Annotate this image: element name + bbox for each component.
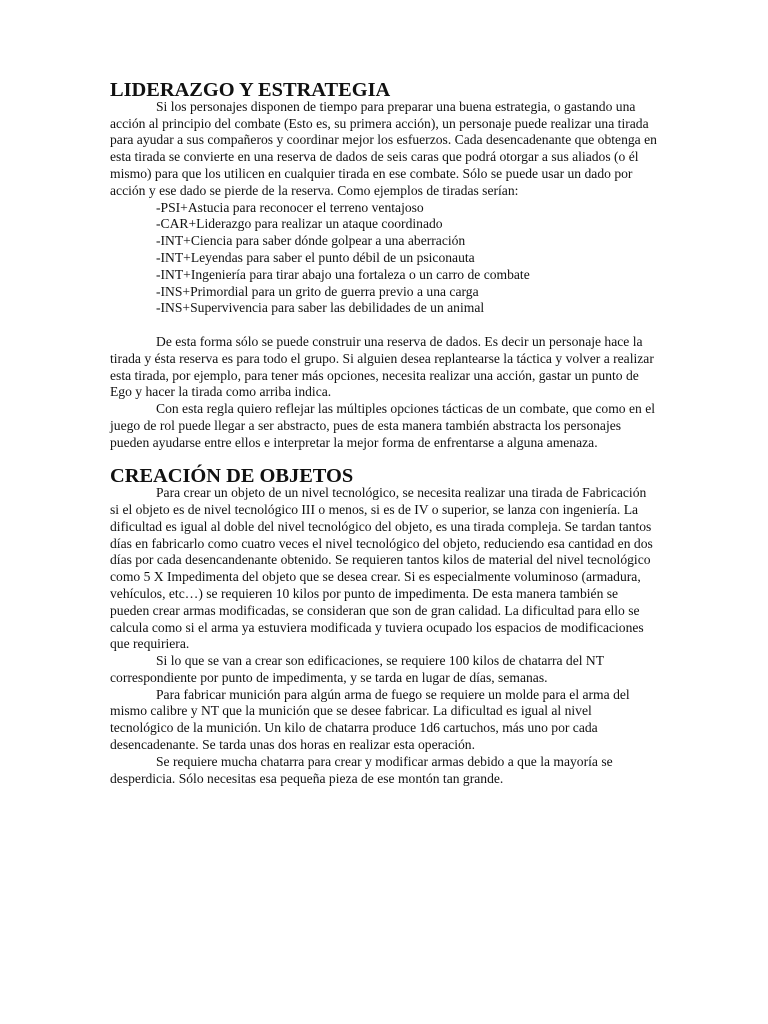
paragraph: Si los personajes disponen de tiempo para preparar una buena estrategia, o gastando una acción al principio del combate (Esto es, su primera acción), un personaje puede realizar una tirada para ayudar a sus compañeros y coordinar mejor los esfuerzos. Cada desencadenante que obtenga en esta tirada se convierte en una reserva de dados de seis caras que podrá otorgar a sus aliados (o él mismo) para que los utilicen en cualquier tirada en ese combate. Sólo se puede usar un dado por acción y ese dado se pierde de la reserva. Como ejemplos de tiradas serían: — [110, 98, 657, 198]
paragraph: De esta forma sólo se puede construir una reserva de dados. Es decir un personaje hace la tirada y ésta reserva es para todo el grupo. Si alguien desea replantearse la táctica y volver a realizar esta tirada, por ejemplo, para tener más opciones, necesita realizar una acción, gastar un punto de Ego y hacer la tirada como arriba indica. — [110, 333, 654, 400]
document-page — [110, 79, 658, 787]
paragraph: Se requiere mucha chatarra para crear y modificar armas debido a que la mayoría se desperdicia. Sólo necesitas esa pequeña pieza de ese montón tan grande. — [110, 753, 613, 786]
paragraph: Con esta regla quiero reflejar las múltiples opciones tácticas de un combate, que como en el juego de rol puede llegar a ser abstracto, pues de esta manera también abstracta los personajes pueden ayudarse entre ellos e interpretar la mejor forma de enfrentarse a alguna amenaza. — [110, 401, 656, 450]
list-item: -INS+Supervivencia para saber las debilidades de un animal — [156, 300, 485, 316]
paragraph: Para crear un objeto de un nivel tecnológico, se necesita realizar una tirada de Fabricación si el objeto es de nivel tecnológico III o menos, si es de IV o superior, se lanza con ingeniería. La dificultad es igual al doble del nivel tecnológico del objeto, es una tirada compleja. Se tardan tantos días en fabricarlo como cuatro veces el nivel tecnológico del objeto, reduciendo esa cantidad en dos días por cada desencandenante obtenido. Se requieren tantos kilos de material del nivel tecnológico como 5 X Impedimenta del objeto que se desea crear. Si es especialmente voluminoso (armadura, vehículos, etc…) se requieren 10 kilos por punto de impedimenta. De esta manera también se pueden crear armas modificadas, se consideran que son de gran calidad. La dificultad para ello se calcula como si el arma ya estuviera modificada y tuviera ocupado los espacios de modificaciones que requiriera. — [110, 485, 653, 652]
section-title-creacion: CREACIÓN DE OBJETOS — [110, 465, 354, 488]
spacer — [110, 317, 658, 334]
list-item: -INS+Primordial para un grito de guerra previo a una carga — [156, 283, 479, 299]
paragraph: Si lo que se van a crear son edificaciones, se requiere 100 kilos de chatarra del NT correspondiente por punto de impedimenta, y se tarda en lugar de días, semanas. — [110, 653, 604, 685]
paragraph: Para fabricar munición para algún arma de fuego se requiere un molde para el arma del mismo calibre y NT que la munición que se desee fabricar. La dificultad es igual al nivel tecnológico de la munición. Un kilo de chatarra produce 1d6 cartuchos, más uno por cada desencadenante. Se tarda unas dos horas en realizar esta operación. — [110, 686, 630, 753]
section-title-liderazgo: LIDERAZGO Y ESTRATEGIA — [110, 79, 391, 101]
list-item: -INT+Ciencia para saber dónde golpear a una aberración — [156, 233, 466, 249]
list-item: -CAR+Liderazgo para realizar un ataque coordinado — [156, 216, 443, 232]
list-item: -INT+Leyendas para saber el punto débil de un psiconauta — [156, 249, 475, 265]
list-item: -INT+Ingeniería para tirar abajo una fortaleza o un carro de combate — [156, 266, 530, 282]
examples-list — [110, 200, 658, 318]
list-item: -PSI+Astucia para reconocer el terreno ventajoso — [156, 199, 424, 215]
